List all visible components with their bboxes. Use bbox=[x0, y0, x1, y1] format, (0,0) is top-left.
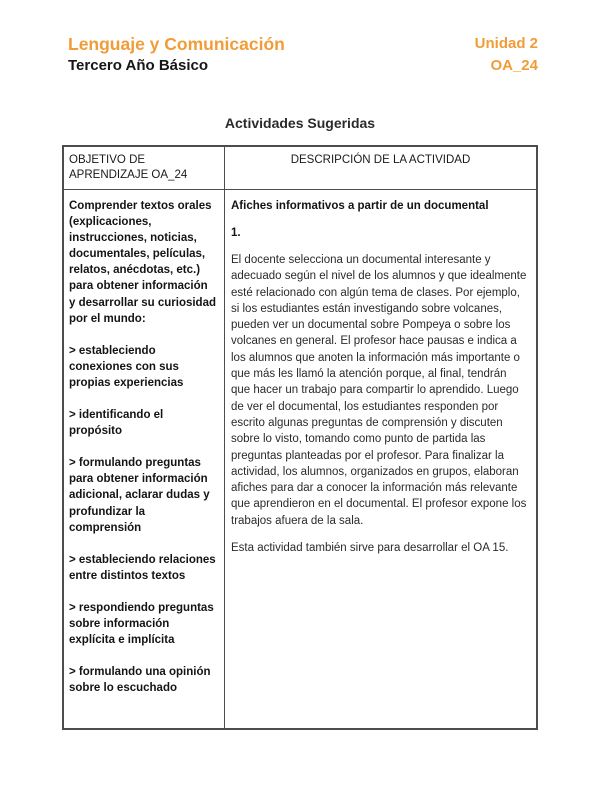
objective-bullet-3: > formulando preguntas para obtener información adicional, aclarar dudas y profundizar la comprensión bbox=[69, 457, 210, 534]
subject-title: Lenguaje y Comunicación bbox=[68, 34, 285, 54]
cell-description bbox=[225, 190, 537, 729]
section-title: Actividades Sugeridas bbox=[224, 115, 376, 131]
document-header bbox=[62, 33, 538, 81]
objective-content bbox=[64, 190, 224, 728]
cell-objective bbox=[64, 190, 225, 729]
activity-title: Afiches informativos a partir de un documental bbox=[231, 200, 489, 212]
activity-paragraph-2: Esta actividad también sirve para desarrollar el OA 15. bbox=[231, 542, 509, 555]
objective-bullet-1: > estableciendo conexiones con sus propias experiencias bbox=[69, 344, 184, 389]
table-content-row bbox=[64, 190, 537, 729]
activities-table bbox=[62, 145, 538, 730]
objective-bullet-2: > identificando el propósito bbox=[69, 409, 164, 438]
activity-paragraph-1: El docente selecciona un documental interesante y adecuado según el nivel de los alumnos y que idealmente esté relacionado con algún tema de clases. Por ejemplo, si los estudiantes están investigando sobre volcanes, pueden ver un documental sobre Pompeya o sobre los volcanes en general. El profesor hace pausas e indica a los alumnos que anoten la información más importante o que más les llamó la atención porque, al final, tendrán que hacer un trabajo para compartir lo aprendido. Luego de ver el documental, los estudiantes responden por escrito algunas preguntas de comprensión y discuten sobre lo visto, tomando como punto de partida las preguntas planteadas por el profesor. Para finalizar la actividad, los alumnos, organizados en grupos, elaboran afiches para dar a conocer la información más relevante que aprendieron en el documental. El profesor expone los trabajos afuera de la sala. bbox=[231, 254, 527, 527]
column-header-description: DESCRIPCIÓN DE LA ACTIVIDAD bbox=[290, 154, 471, 166]
header-left-block bbox=[68, 33, 285, 76]
header-cell-objective bbox=[64, 147, 225, 190]
activity-content bbox=[225, 190, 536, 728]
oa-code-label: OA_24 bbox=[490, 57, 538, 74]
objective-intro: Comprender textos orales (explicaciones, instrucciones, noticias, documentales, películas, relatos, anécdotas, etc.) para obtener información y desarrollar su curiosidad por el mundo: bbox=[69, 200, 217, 325]
objective-bullet-5: > respondiendo preguntas sobre información explícita e implícita bbox=[69, 601, 214, 647]
objective-bullet-6: > formulando una opinión sobre lo escuchado bbox=[69, 666, 211, 695]
column-header-objective: OBJETIVO DE APRENDIZAJE OA_24 bbox=[69, 154, 188, 181]
table-header-row bbox=[64, 147, 537, 190]
activity-number: 1. bbox=[231, 227, 241, 239]
unit-label: Unidad 2 bbox=[474, 35, 538, 52]
header-cell-description bbox=[225, 147, 537, 190]
header-right-block bbox=[475, 33, 538, 76]
grade-level: Tercero Año Básico bbox=[68, 57, 209, 74]
objective-bullet-4: > estableciendo relaciones entre distintos textos bbox=[69, 553, 216, 582]
